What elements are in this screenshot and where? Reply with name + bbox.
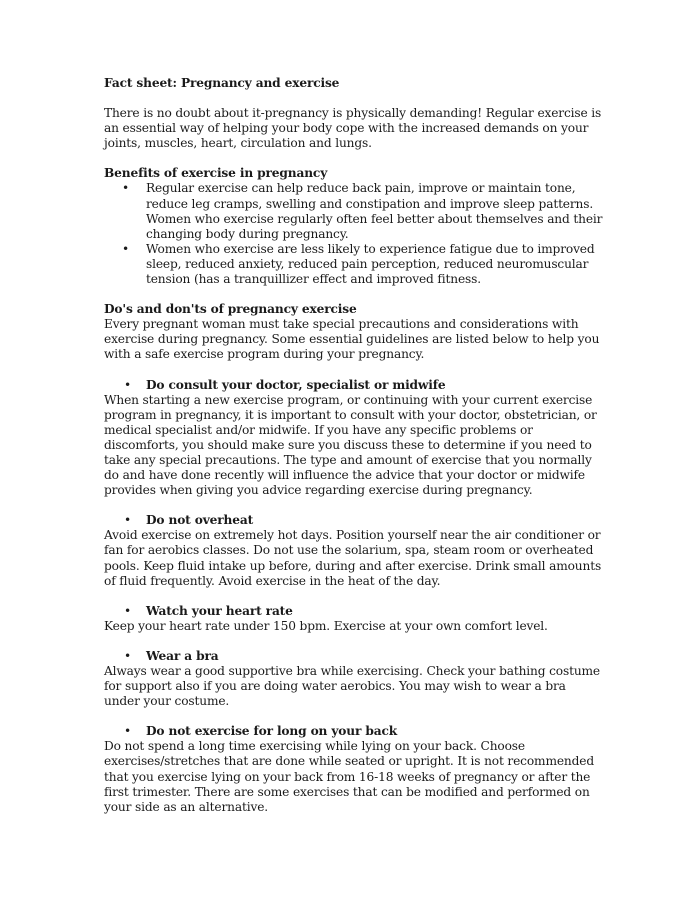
guideline-heading-text: Wear a bra: [146, 648, 219, 663]
guideline-heading-text: Do not exercise for long on your back: [146, 724, 398, 739]
dos-and-donts-intro: Every pregnant woman must take special precautions and considerations with exercise during pregnancy. Some essential guidelines are listed below to help you with a safe exercise program during your pregnancy.: [104, 317, 600, 362]
guideline-body: When starting a new exercise program, or continuing with your current exercise program in pregnancy, it is important to consult with your doctor, obstetrician, or medical specialist and/or midwife. If you have any specific problems or discomforts, you should make sure you discuss these to determine if you need to take any special precautions. The type and amount of exercise that you normally do and have done recently will influence the advice that your doctor or midwife provides when giving you advice regarding exercise during pregnancy.: [104, 392, 597, 498]
bullet-icon: •: [124, 603, 132, 618]
guideline-heading-text: Do consult your doctor, specialist or midwife: [146, 377, 446, 392]
guideline-heading-text: Watch your heart rate: [146, 603, 293, 618]
guideline-body: Do not spend a long time exercising while lying on your back. Choose exercises/stretches that are done while seated or upright. It is not recommended that you exercise lying on your back from 16-18 weeks of pregnancy or after the first trimester. There are some exercises that can be modified and performed on your side as an alternative.: [104, 739, 594, 814]
fact-sheet-page: [104, 76, 604, 830]
bullet-icon: •: [124, 377, 132, 392]
benefit-item: • Women who exercise are less likely to experience fatigue due to improved sleep, reduced anxiety, reduced pain perception, reduced neuromuscular tension (has a tranquillizer effect and improved fitness.: [146, 242, 604, 287]
guideline-not-on-back: [104, 724, 604, 815]
benefits-heading: Benefits of exercise in pregnancy: [104, 166, 328, 181]
guideline-body: Avoid exercise on extremely hot days. Position yourself near the air conditioner or fan for aerobics classes. Do not use the solarium, spa, steam room or overheated pools. Keep fluid intake up before, during and after exercise. Drink small amounts of fluid frequently. Avoid exercise in the heat of the day.: [104, 528, 602, 588]
guideline-heading: [104, 724, 604, 739]
guideline-heading-text: Do not overheat: [146, 513, 254, 528]
benefit-item: • Regular exercise can help reduce back pain, improve or maintain tone, reduce leg cramps, swelling and constipation and improve sleep patterns. Women who exercise regularly often feel better about themselves and their changing body during pregnancy.: [146, 181, 604, 241]
guideline-do-not-overheat: [104, 513, 604, 588]
bullet-icon: •: [124, 648, 132, 663]
guideline-heading: [104, 513, 604, 528]
guideline-heart-rate: [104, 604, 604, 634]
document-title: Fact sheet: Pregnancy and exercise: [104, 76, 340, 90]
bullet-icon: •: [124, 724, 132, 739]
bullet-icon: •: [124, 513, 132, 528]
guideline-heading: [104, 604, 604, 619]
guideline-heading: [104, 378, 604, 393]
guideline-heading: [104, 649, 604, 664]
guideline-body: Keep your heart rate under 150 bpm. Exercise at your own comfort level.: [104, 618, 548, 633]
guideline-body: Always wear a good supportive bra while exercising. Check your bathing costume for support also if you are doing water aerobics. You may wish to wear a bra under your costume.: [104, 664, 600, 709]
benefits-list: [104, 181, 604, 287]
guideline-consult-doctor: [104, 378, 604, 499]
guideline-wear-bra: [104, 649, 604, 709]
dos-and-donts-heading: Do's and don'ts of pregnancy exercise: [104, 302, 357, 317]
intro-paragraph: There is no doubt about it-pregnancy is physically demanding! Regular exercise is an essential way of helping your body cope with the increased demands on your joints, muscles, heart, circulation and lungs.: [104, 106, 602, 151]
